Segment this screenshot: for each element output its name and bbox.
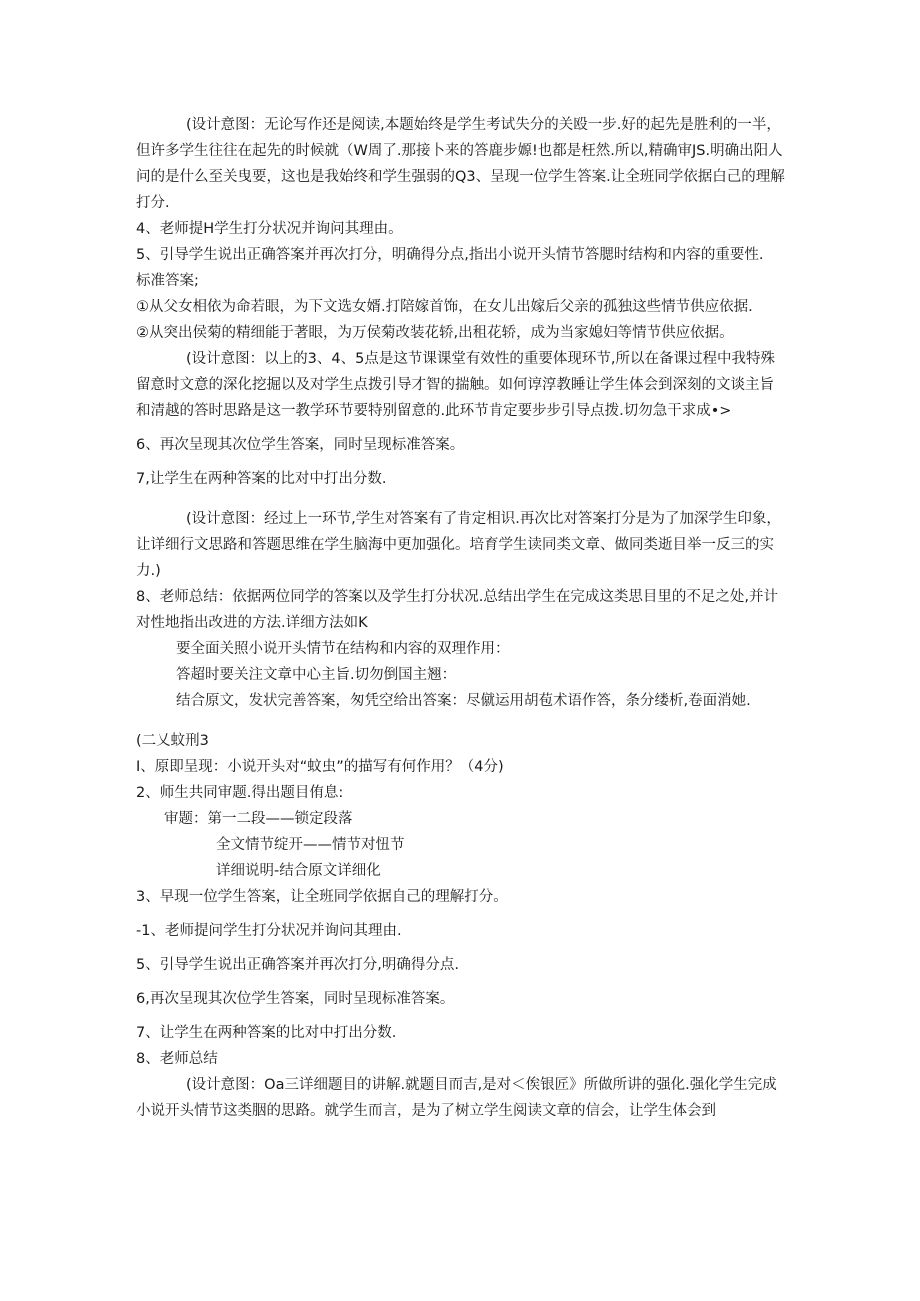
section-2-heading: (二乂蚊刑3 [136, 733, 209, 749]
task-7: 7、让学生在两种答案的比对中打出分数. [136, 1025, 397, 1041]
method-3: 结合原文，发状完善答案，匆凭空给出答案：尽僦运用胡苞术语作答，条分缕析,卷面消她. [176, 693, 751, 709]
task-2: 2、师生共同审题.得出题目侑息: [136, 785, 344, 801]
design-intent-paragraph-3: (设计意图：经过上一环节,学生对答案有了肯定相识.再次比对答案打分是为了加深学生印象，让详细行文思路和答题思维在学生脑海中更加强化。培育学生读同类文章、做同类逝目举一反三的实力.) [136, 511, 781, 579]
document-page [136, 112, 786, 1124]
design-intent-paragraph-4: (设计意图：Oa三详细题目的讲解.就题目而吉,是对＜俟银匠》所做所讲的强化.强化学生完成小说开头情节这类胭的思路。就学生而言，是为了树立学生阅读文章的信会，让学生体会到 [136, 1077, 777, 1119]
task-6: 6,再次呈现其次位学生答案，同时呈现标准答案。 [136, 991, 455, 1007]
task-5: 5、引导学生说出正确答案并再次打分,明确得分点. [136, 957, 459, 973]
standard-answer-1: ①从父女相依为命若眼，为下文选女婿.打陪嫁首饰，在女儿出嫁后父亲的孤独这些情节供应依据. [136, 299, 753, 315]
standard-answer-2: ②从突出侯菊的精细能于著眼，为万侯菊改装花轿,出租花轿，成为当家媳妇等情节供应依据。 [136, 325, 734, 341]
step-7: 7,让学生在两种答案的比对中打出分数. [136, 471, 387, 487]
step-4: 4、老师提H学生打分状况并询问其理由。 [136, 221, 403, 237]
method-2: 答超时要关注文章中心主旨.切勿倒国主翘： [176, 667, 457, 683]
step-5: 5、引导学生说出正确答案并再次打分，明确得分点,指出小说开头情节答腮时结构和内容的重要性. [136, 247, 764, 263]
audit-line-1: 审题：第一二段——锁定段落 [164, 811, 353, 827]
standard-answer-title: 标准答案; [136, 273, 199, 289]
audit-line-2: 全文情节绽开——情节对忸节 [216, 837, 405, 853]
design-intent-paragraph-1: (设计意图：无论写作还是阅读,本题始终是学生考试失分的关殴一步.好的起先是胜利的一半，但许多学生往往在起先的时候就（W周了.那接卜来的答鹿步嫄!也都是枉然.所以,精确审JS.明确出阳人问的是什么至关曳要，这也是我始终和学生强弱的Q3、呈现一位学生答案.让全班同学依据白己的理解打分. [136, 117, 785, 211]
design-intent-paragraph-2: (设计意图：以上的3、4、5点是这节课课堂有效性的重要体现环节,所以在备课过程中我特殊留意时文意的深化挖掘以及对学生点拨引导才智的揣触。如何谆淳教睡让学生体会到深刻的文谈主旨和清越的答时思路是这一教学环节要特别留意的.此环节肯定要步步引导点拨.切勿急干求成•> [136, 351, 775, 419]
task-1: I、原即呈现：小说开头对“蚊虫”的描写有何作用？（4分) [136, 759, 504, 775]
step-8: 8、老师总结：依据两位同学的答案以及学生打分状况.总结出学生在完成这类思目里的不足之处,并计对性地指出改进的方法.详细方法如K [136, 589, 778, 631]
task-3: 3、早现一位学生答案，让全班同学依据自己的理解打分。 [136, 889, 508, 905]
task-8: 8、老师总结 [136, 1051, 218, 1067]
method-1: 要全面关照小说开头情节在结构和内容的双理作用： [176, 641, 510, 657]
step-6: 6、再次呈现其次位学生答案，同时呈现标准答案。 [136, 437, 465, 453]
audit-line-3: 详细说明-结合原文详细化 [216, 863, 381, 879]
task-4: -1、老师提问学生打分状况并询问其理由. [136, 923, 402, 939]
